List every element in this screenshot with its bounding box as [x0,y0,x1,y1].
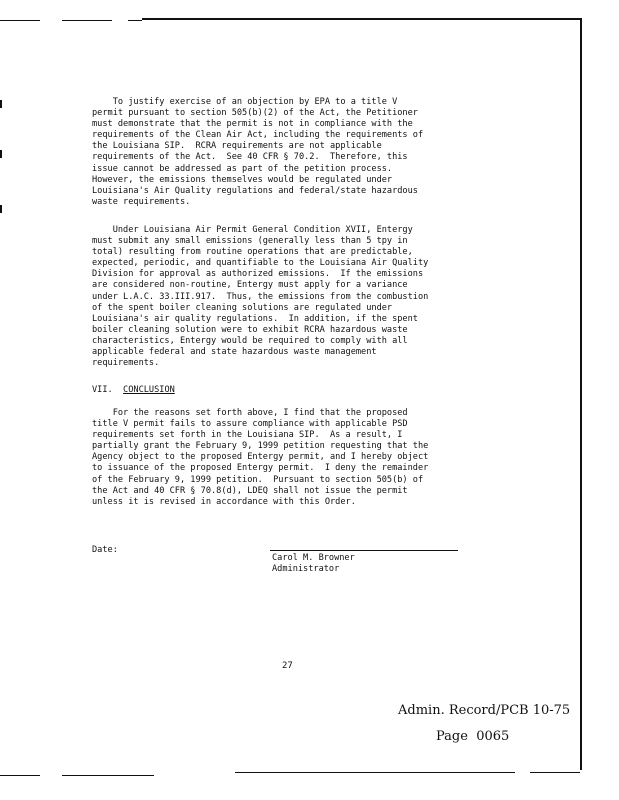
text-line: waste requirements. [92,196,191,207]
scan-border-bottom [0,775,40,776]
page-stamp: Page 0065 [436,729,510,744]
text-line: title V permit fails to assure compliance with applicable PSD [92,419,408,430]
text-line: requirements set forth in the Louisiana SIP. As a result, I [92,430,403,441]
scan-border-top [142,18,582,20]
text-line: Under Louisiana Air Permit General Condition XVII, Entergy [92,225,413,235]
text-line: To justify exercise of an objection by EPA to a title V [92,97,398,107]
admin-record-stamp: Admin. Record/PCB 10-75 [398,703,571,718]
paragraph-conclusion [92,408,492,508]
signatory-title: Administrator [272,564,340,575]
text-line: of the February 9, 1999 petition. Pursuant to section 505(b) of [92,474,424,485]
text-line: total) resulting from routine operations that are predictable, [92,247,413,258]
signatory-name: Carol M. Browner [272,553,355,563]
text-line: Division for approval as authorized emissions. If the emissions [92,269,424,280]
text-line: applicable federal and state hazardous waste management [92,347,377,358]
text-line: Agency object to the proposed Entergy permit, and I hereby object [92,452,429,463]
text-line: must demonstrate that the permit is not in compliance with the [92,119,413,130]
text-line: permit pursuant to section 505(b)(2) of the Act, the Petitioner [92,108,418,119]
text-line: issue cannot be addressed as part of the petition process. [92,163,393,174]
text-line: requirements of the Clean Air Act, including the requirements of [92,130,424,141]
scan-border-bottom [62,775,154,776]
section-title: CONCLUSION [123,385,175,395]
signature-line [270,550,458,551]
text-line: to issuance of the proposed Entergy permit. I deny the remainder [92,463,429,474]
page-number: 27 [282,661,293,671]
text-line: the Louisiana SIP. RCRA requirements are not applicable [92,141,382,152]
scan-border-bottom [530,772,580,773]
text-line: under L.A.C. 33.III.917. Thus, the emissions from the combustion [92,291,429,302]
text-line: Louisiana's Air Quality regulations and federal/state hazardous [92,185,418,196]
text-line: are considered non-routine, Entergy must apply for a variance [92,280,408,291]
text-line: requirements. [92,358,160,369]
signature-block [272,553,355,575]
text-line: However, the emissions themselves would be regulated under [92,174,393,185]
text-line: characteristics, Entergy would be required to comply with all [92,335,408,346]
text-line: boiler cleaning solution were to exhibit RCRA hazardous waste [92,324,408,335]
text-line: expected, periodic, and quantifiable to the Louisiana Air Quality [92,258,429,269]
scan-border-top [0,20,40,21]
scan-border-bottom [235,772,515,773]
scan-border-top [62,20,112,21]
scan-border-right [580,20,582,770]
text-line: must submit any small emissions (generally less than 5 tpy in [92,236,408,247]
scan-border-top [128,20,142,21]
scan-artifact [0,100,2,108]
text-line: For the reasons set forth above, I find that the proposed [92,408,408,418]
text-line: of the spent boiler cleaning solutions are regulated under [92,302,393,313]
text-line: requirements of the Act. See 40 CFR § 70.2. Therefore, this [92,152,408,163]
text-line: partially grant the February 9, 1999 petition requesting that the [92,441,429,452]
text-line: Louisiana's air quality regulations. In addition, if the spent [92,313,418,324]
section-heading [92,385,492,396]
section-number: VII. [92,385,124,395]
text-line: the Act and 40 CFR § 70.8(d), LDEQ shall not issue the permit [92,485,408,496]
scan-artifact [0,150,2,158]
paragraph-general-condition [92,225,492,369]
scan-artifact [0,205,2,213]
text-line: unless it is revised in accordance with this Order. [92,496,356,507]
date-label: Date: [92,545,118,555]
paragraph-objection [92,97,492,208]
